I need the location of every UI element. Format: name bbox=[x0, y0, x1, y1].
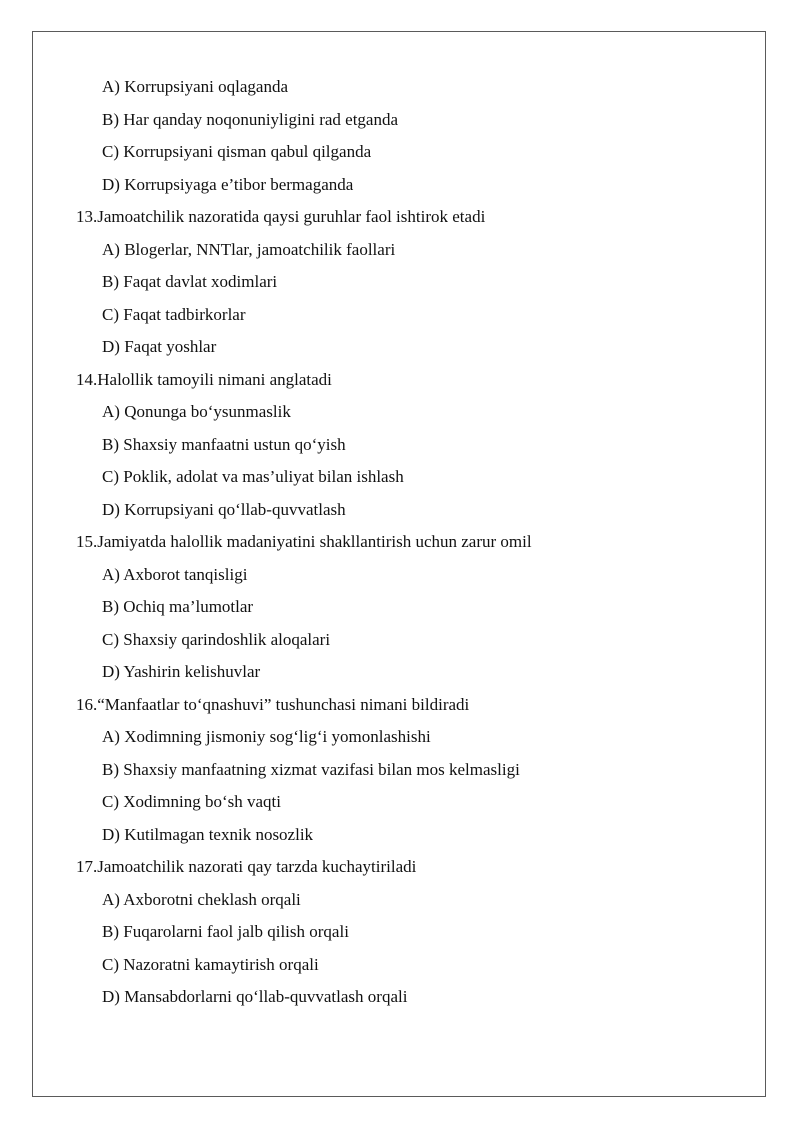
answer-option: C) Nazoratni kamaytirish orqali bbox=[102, 955, 319, 974]
answer-option: C) Faqat tadbirkorlar bbox=[102, 305, 246, 324]
answer-option: D) Mansabdorlarni qo‘llab-quvvatlash orqali bbox=[102, 987, 408, 1006]
answer-option: A) Axborotni cheklash orqali bbox=[102, 890, 301, 909]
answer-option: D) Faqat yoshlar bbox=[102, 337, 217, 356]
answer-option: C) Poklik, adolat va mas’uliyat bilan ishlash bbox=[102, 467, 404, 486]
question-text: 15.Jamiyatda halollik madaniyatini shakllantirish uchun zarur omil bbox=[76, 532, 532, 551]
question-text: 13.Jamoatchilik nazoratida qaysi guruhlar faol ishtirok etadi bbox=[76, 207, 486, 226]
answer-option: A) Axborot tanqisligi bbox=[102, 565, 248, 584]
answer-option: D) Korrupsiyani qo‘llab-quvvatlash bbox=[102, 500, 346, 519]
answer-option: B) Faqat davlat xodimlari bbox=[102, 272, 278, 291]
answer-option: A) Xodimning jismoniy sog‘lig‘i yomonlashishi bbox=[102, 727, 431, 746]
answer-option: A) Qonunga bo‘ysunmaslik bbox=[102, 402, 291, 421]
question-text: 14.Halollik tamoyili nimani anglatadi bbox=[76, 370, 332, 389]
question-text: 16.“Manfaatlar to‘qnashuvi” tushunchasi nimani bildiradi bbox=[76, 695, 470, 714]
answer-option: A) Blogerlar, NNTlar, jamoatchilik faollari bbox=[102, 240, 396, 259]
answer-option: A) Korrupsiyani oqlaganda bbox=[102, 77, 289, 96]
answer-option: B) Har qanday noqonuniyligini rad etganda bbox=[102, 110, 399, 129]
answer-option: D) Kutilmagan texnik nosozlik bbox=[102, 825, 314, 844]
answer-option: C) Xodimning bo‘sh vaqti bbox=[102, 792, 281, 811]
question-text: 17.Jamoatchilik nazorati qay tarzda kuchaytiriladi bbox=[76, 857, 417, 876]
answer-option: D) Yashirin kelishuvlar bbox=[102, 662, 261, 681]
answer-option: B) Fuqarolarni faol jalb qilish orqali bbox=[102, 922, 349, 941]
answer-option: B) Shaxsiy manfaatni ustun qo‘yish bbox=[102, 435, 346, 454]
answer-option: B) Shaxsiy manfaatning xizmat vazifasi bilan mos kelmasligi bbox=[102, 760, 520, 779]
answer-option: C) Shaxsiy qarindoshlik aloqalari bbox=[102, 630, 331, 649]
answer-option: D) Korrupsiyaga e’tibor bermaganda bbox=[102, 175, 354, 194]
answer-option: C) Korrupsiyani qisman qabul qilganda bbox=[102, 142, 372, 161]
answer-option: B) Ochiq ma’lumotlar bbox=[102, 597, 254, 616]
